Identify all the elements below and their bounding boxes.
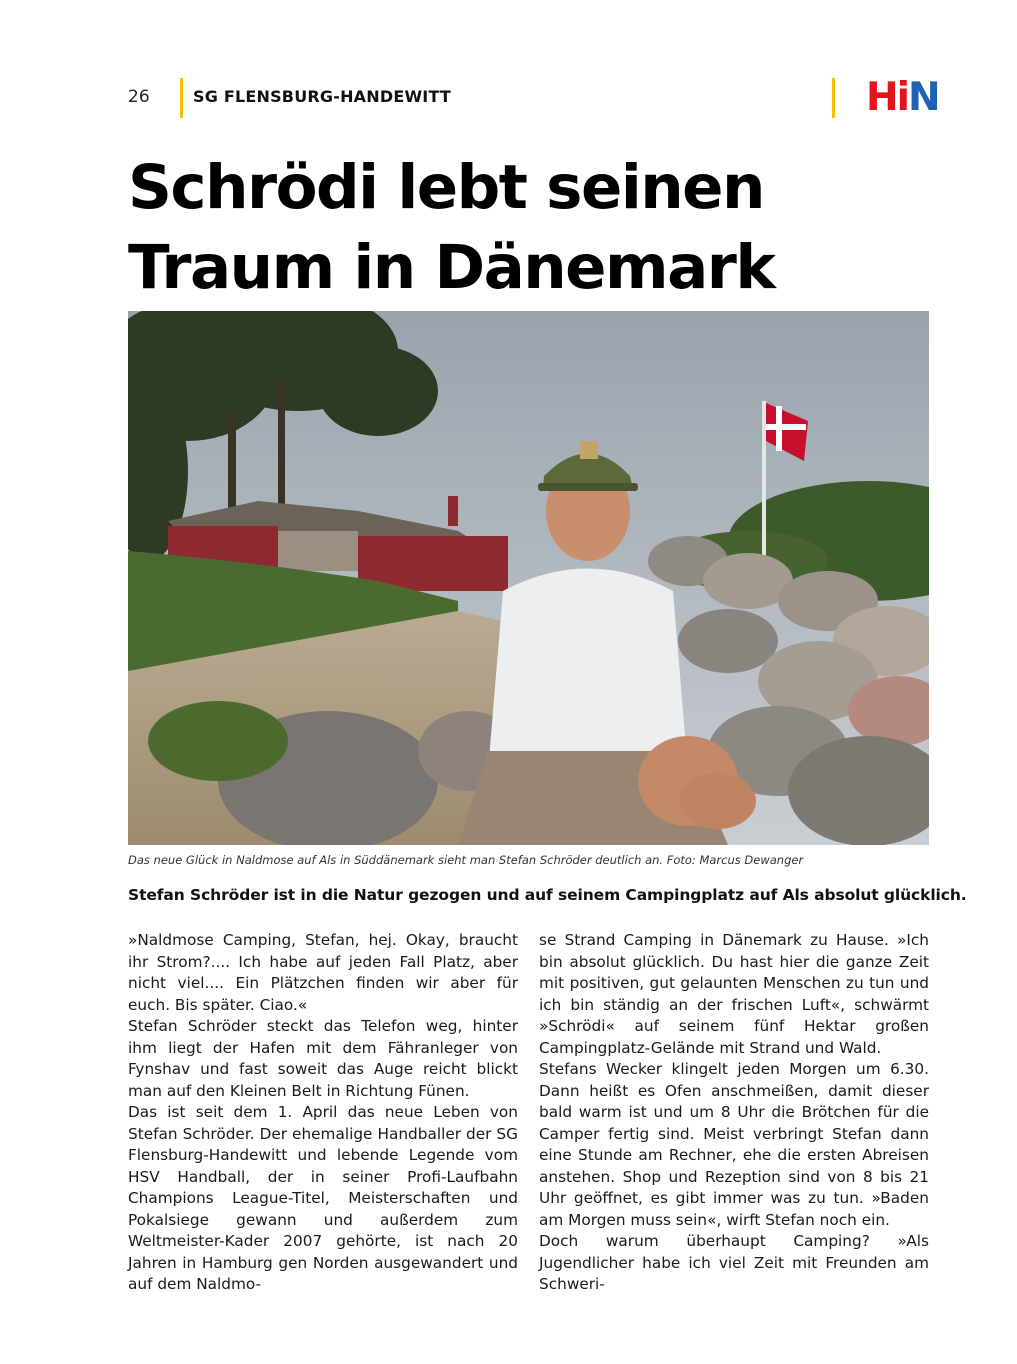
paragraph: se Strand Camping in Dänemark zu Hause. »Ich bin absolut glücklich. Du hast hier die ganze Zeit mit positiven, gut gelaunten Menschen zu tun und ich bin ständig an der frischen Luft«, schwärmt »Schrödi« auf seinem fünf Hektar großen Campingplatz-Gelände mit Strand und Wald. [539, 931, 929, 1057]
section-title: SG FLENSBURG-HANDEWITT [193, 87, 452, 106]
photo-caption: Das neue Glück in Naldmose auf Als in Süddänemark sieht man Stefan Schröder deutlich an. Foto: Marcus Dewanger [128, 853, 804, 867]
hin-logo: HiN [866, 75, 939, 120]
header-divider-right [832, 78, 835, 118]
page-number: 26 [128, 87, 150, 107]
paragraph: Doch warum überhaupt Camping? »Als Jugendlicher habe ich viel Zeit mit Freunden am Schweri- [539, 1232, 929, 1293]
body-column-1 [128, 930, 518, 1296]
article-photo [128, 311, 929, 845]
headline-line-1: Schrödi lebt seinen [128, 152, 764, 223]
headline-line-2: Traum in Dänemark [128, 232, 775, 303]
paragraph: Das ist seit dem 1. April das neue Leben von Stefan Schröder. Der ehemalige Handballer der SG Flensburg-Handewitt und lebende Legende vom HSV Handball, der in seiner Profi-Laufbahn Champions League-Titel, Meisterschaften und Pokalsiege gewann und außerdem zum Weltmeister-Kader 2007 gehörte, ist nach 20 Jahren in Hamburg gen Norden ausgewandert und auf dem Naldmo- [128, 1103, 518, 1293]
article-headline [128, 148, 948, 308]
page-header [0, 75, 1017, 120]
article-lead: Stefan Schröder ist in die Natur gezogen und auf seinem Campingplatz auf Als absolut glücklich. [128, 886, 967, 904]
body-column-2 [539, 930, 929, 1296]
paragraph: »Naldmose Camping, Stefan, hej. Okay, braucht ihr Strom?.... Ich habe auf jeden Fall Platz, aber nicht viel.... Ein Plätzchen finden wir aber für euch. Bis später. Ciao.« [128, 931, 518, 1014]
paragraph: Stefans Wecker klingelt jeden Morgen um 6.30. Dann heißt es Ofen anschmeißen, damit dieser bald warm ist und um 8 Uhr die Brötchen für die Camper fertig sind. Meist verbringt Stefan dann eine Stunde am Rechner, ehe die ersten Abreisen anstehen. Shop und Rezeption sind von 8 bis 21 Uhr geöffnet, es gibt immer was zu tun. »Baden am Morgen muss sein«, wirft Stefan noch ein. [539, 1060, 929, 1229]
header-divider-left [180, 78, 183, 118]
paragraph: Stefan Schröder steckt das Telefon weg, hinter ihm liegt der Hafen mit dem Fähranleger von Fynshav und fast soweit das Auge reicht blickt man auf den Kleinen Belt in Richtung Fünen. [128, 1017, 518, 1100]
